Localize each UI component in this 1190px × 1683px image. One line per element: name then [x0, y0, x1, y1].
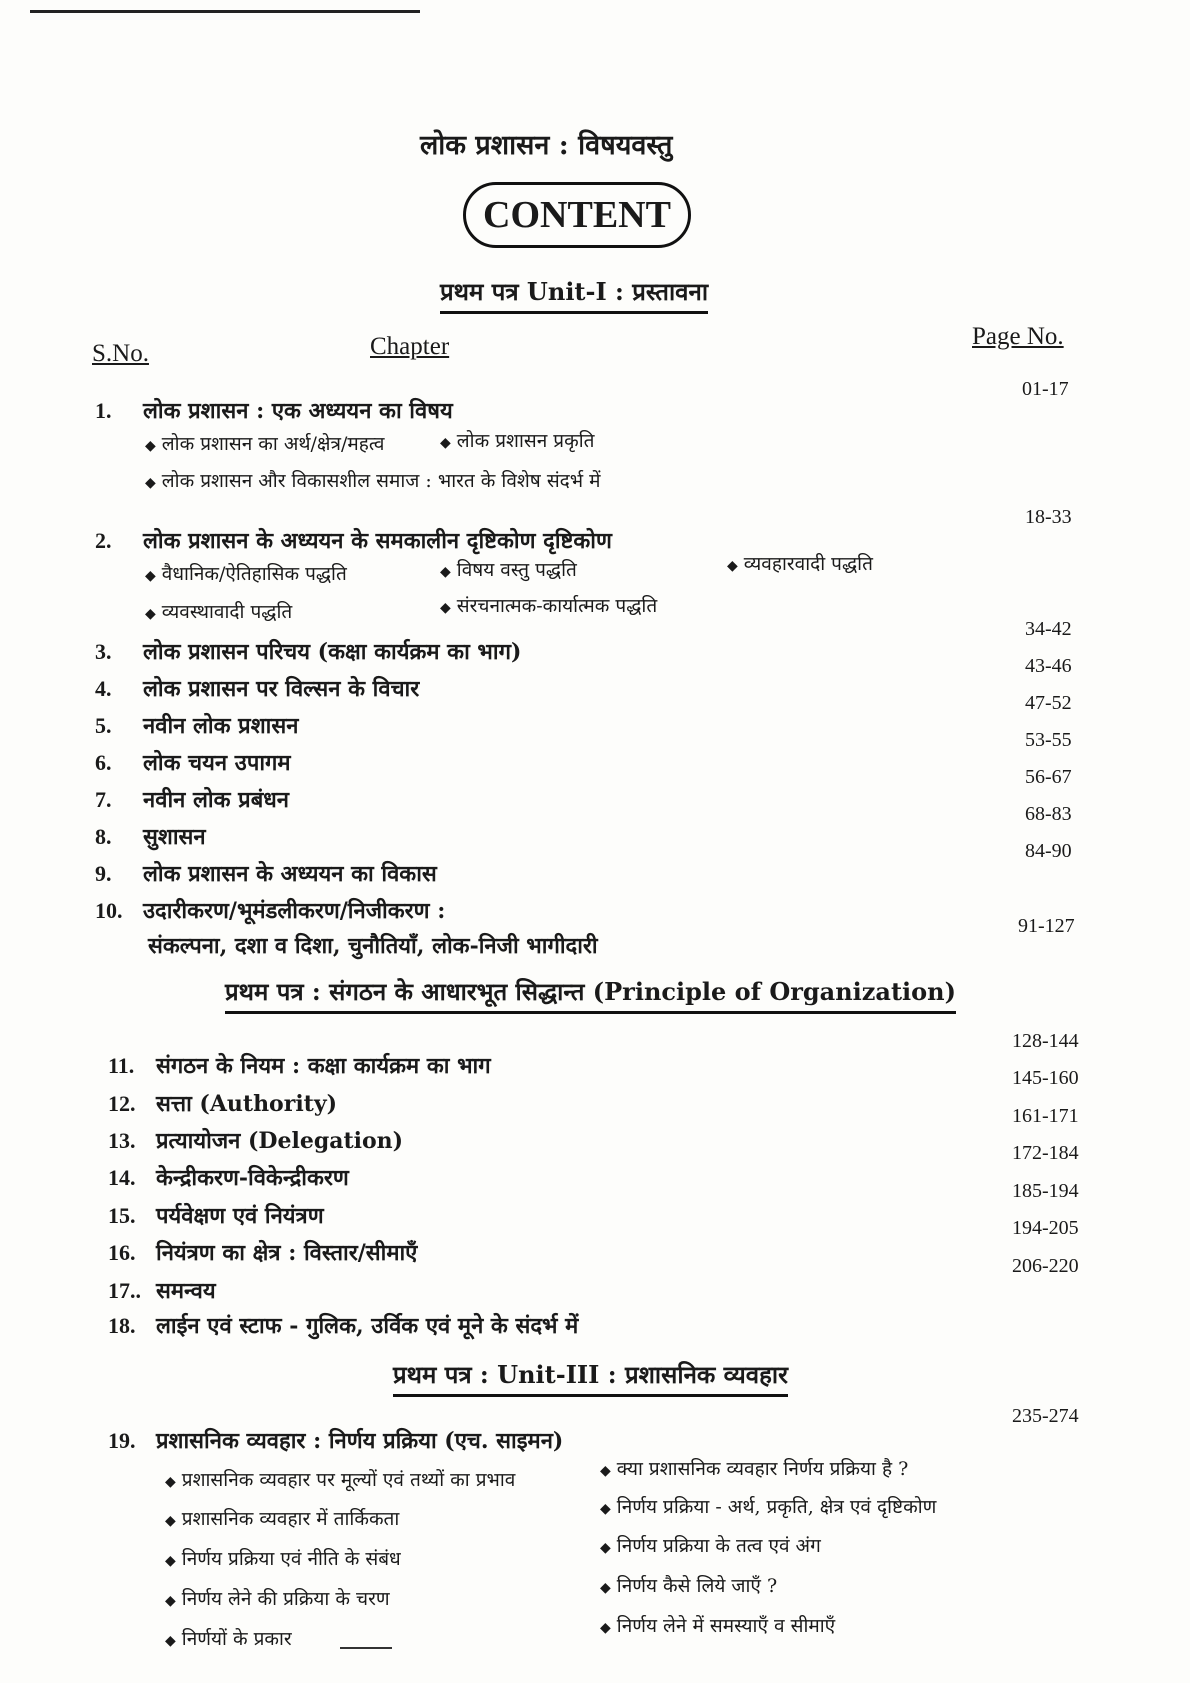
- chapter-row-4: 4. लोक प्रशासन पर विल्सन के विचार: [95, 676, 420, 702]
- chapter-14-pages: 172-184: [1012, 1142, 1079, 1164]
- ch19-left-bullet-3: ◆ निर्णय प्रक्रिया एवं नीति के संबंध: [165, 1548, 401, 1570]
- chapter-2-pages: 18-33: [1025, 506, 1072, 528]
- ch19-right-bullet-1: ◆ क्या प्रशासनिक व्यवहार निर्णय प्रक्रिया है ?: [600, 1458, 909, 1480]
- chapter-8-pages: 68-83: [1025, 803, 1072, 825]
- chapter-10-line-2: संकल्पना, दशा व दिशा, चुनौतियाँ, लोक-निजी भागीदारी: [148, 933, 598, 959]
- content-label: CONTENT: [463, 182, 691, 248]
- ch19-right-bullet-2: ◆ निर्णय प्रक्रिया - अर्थ, प्रकृति, क्षेत्र एवं दृष्टिकोण: [600, 1496, 937, 1518]
- ch19-left-bullet-2: ◆ प्रशासनिक व्यवहार में तार्किकता: [165, 1508, 400, 1530]
- ch1-bullet-2: ◆ लोक प्रशासन प्रकृति: [440, 430, 595, 452]
- chapter-row-11: 11. संगठन के नियम : कक्षा कार्यक्रम का भाग: [108, 1053, 491, 1079]
- ch2-bullet-3: ◆ व्यवहारवादी पद्धति: [727, 553, 873, 575]
- chapter-row-10: 10. उदारीकरण/भूमंडलीकरण/निजीकरण :: [95, 898, 446, 924]
- chapter-3-pages: 34-42: [1025, 618, 1072, 640]
- page-title: लोक प्रशासन : विषयवस्तु: [420, 130, 673, 161]
- ch2-bullet-5: ◆ संरचनात्मक-कार्यात्मक पद्धति: [440, 595, 658, 617]
- chapter-5-pages: 47-52: [1025, 692, 1072, 714]
- ch2-bullet-4: ◆ व्यवस्थावादी पद्धति: [145, 601, 293, 623]
- chapter-row-18: 18. लाईन एवं स्टाफ - गुलिक, उर्विक एवं मूने के संदर्भ में: [108, 1313, 579, 1339]
- top-border-line: [30, 10, 420, 13]
- unit3-heading: प्रथम पत्र : Unit-III : प्रशासनिक व्यवहार: [393, 1358, 788, 1397]
- chapter-row-13: 13. प्रत्यायोजन (Delegation): [108, 1128, 404, 1154]
- chapter-9-pages: 84-90: [1025, 840, 1072, 862]
- ch19-left-bullet-5: ◆ निर्णयों के प्रकार: [165, 1628, 292, 1650]
- ch19-right-bullet-4: ◆ निर्णय कैसे लिये जाएँ ?: [600, 1575, 778, 1597]
- chapter-17-pages: 206-220: [1012, 1255, 1079, 1277]
- chapter-column-header: Chapter: [370, 333, 450, 360]
- chapter-1-pages: 01-17: [1022, 378, 1069, 400]
- chapter-row-8: 8. सुशासन: [95, 824, 206, 850]
- ch1-bullet-1: ◆ लोक प्रशासन का अर्थ/क्षेत्र/महत्व: [145, 433, 385, 455]
- chapter-row-6: 6. लोक चयन उपागम: [95, 750, 291, 776]
- chapter-6-pages: 53-55: [1025, 729, 1072, 751]
- ch19-right-bullet-3: ◆ निर्णय प्रक्रिया के तत्व एवं अंग: [600, 1535, 821, 1557]
- page-column-header: Page No.: [972, 323, 1064, 350]
- ch19-left-bullet-4: ◆ निर्णय लेने की प्रक्रिया के चरण: [165, 1588, 390, 1610]
- ch19-right-bullet-5: ◆ निर्णय लेने में समस्याएँ व सीमाएँ: [600, 1615, 836, 1637]
- chapter-4-pages: 43-46: [1025, 655, 1072, 677]
- ch19-left-bullet-1: ◆ प्रशासनिक व्यवहार पर मूल्यों एवं तथ्यों का प्रभाव: [165, 1469, 516, 1491]
- chapter-16-pages: 194-205: [1012, 1217, 1079, 1239]
- chapter-19-pages: 235-274: [1012, 1405, 1079, 1427]
- bottom-short-line: [340, 1647, 392, 1649]
- chapter-row-9: 9. लोक प्रशासन के अध्ययन का विकास: [95, 861, 437, 887]
- ch1-bullet-3: ◆ लोक प्रशासन और विकासशील समाज : भारत के विशेष संदर्भ में: [145, 470, 601, 492]
- chapter-row-17: 17.. समन्वय: [108, 1278, 216, 1304]
- chapter-7-pages: 56-67: [1025, 766, 1072, 788]
- chapter-row-2: 2. लोक प्रशासन के अध्ययन के समकालीन दृष्टिकोण दृष्टिकोण: [95, 528, 612, 554]
- chapter-row-5: 5. नवीन लोक प्रशासन: [95, 713, 299, 739]
- chapter-row-3: 3. लोक प्रशासन परिचय (कक्षा कार्यक्रम का भाग): [95, 639, 522, 665]
- sno-column-header: S.No.: [92, 340, 149, 367]
- chapter-10-pages: 91-127: [1018, 915, 1075, 937]
- chapter-15-pages: 185-194: [1012, 1180, 1079, 1202]
- ch2-bullet-1: ◆ वैधानिक/ऐतिहासिक पद्धति: [145, 563, 347, 585]
- chapter-row-1: 1. लोक प्रशासन : एक अध्ययन का विषय: [95, 398, 453, 424]
- unit1-heading: प्रथम पत्र Unit-I : प्रस्तावना: [440, 275, 708, 314]
- chapter-row-14: 14. केन्द्रीकरण-विकेन्द्रीकरण: [108, 1165, 349, 1191]
- chapter-12-pages: 145-160: [1012, 1067, 1079, 1089]
- ch2-bullet-2: ◆ विषय वस्तु पद्धति: [440, 559, 577, 581]
- chapter-row-7: 7. नवीन लोक प्रबंधन: [95, 787, 289, 813]
- chapter-11-pages: 128-144: [1012, 1030, 1079, 1052]
- chapter-13-pages: 161-171: [1012, 1105, 1079, 1127]
- chapter-row-12: 12. सत्ता (Authority): [108, 1091, 338, 1117]
- unit2-heading: प्रथम पत्र : संगठन के आधारभूत सिद्धान्त (Principle of Organization): [225, 975, 956, 1014]
- chapter-row-15: 15. पर्यवेक्षण एवं नियंत्रण: [108, 1203, 324, 1229]
- chapter-row-19: 19. प्रशासनिक व्यवहार : निर्णय प्रक्रिया (एच. साइमन): [108, 1428, 564, 1454]
- chapter-row-16: 16. नियंत्रण का क्षेत्र : विस्तार/सीमाएँ: [108, 1240, 418, 1266]
